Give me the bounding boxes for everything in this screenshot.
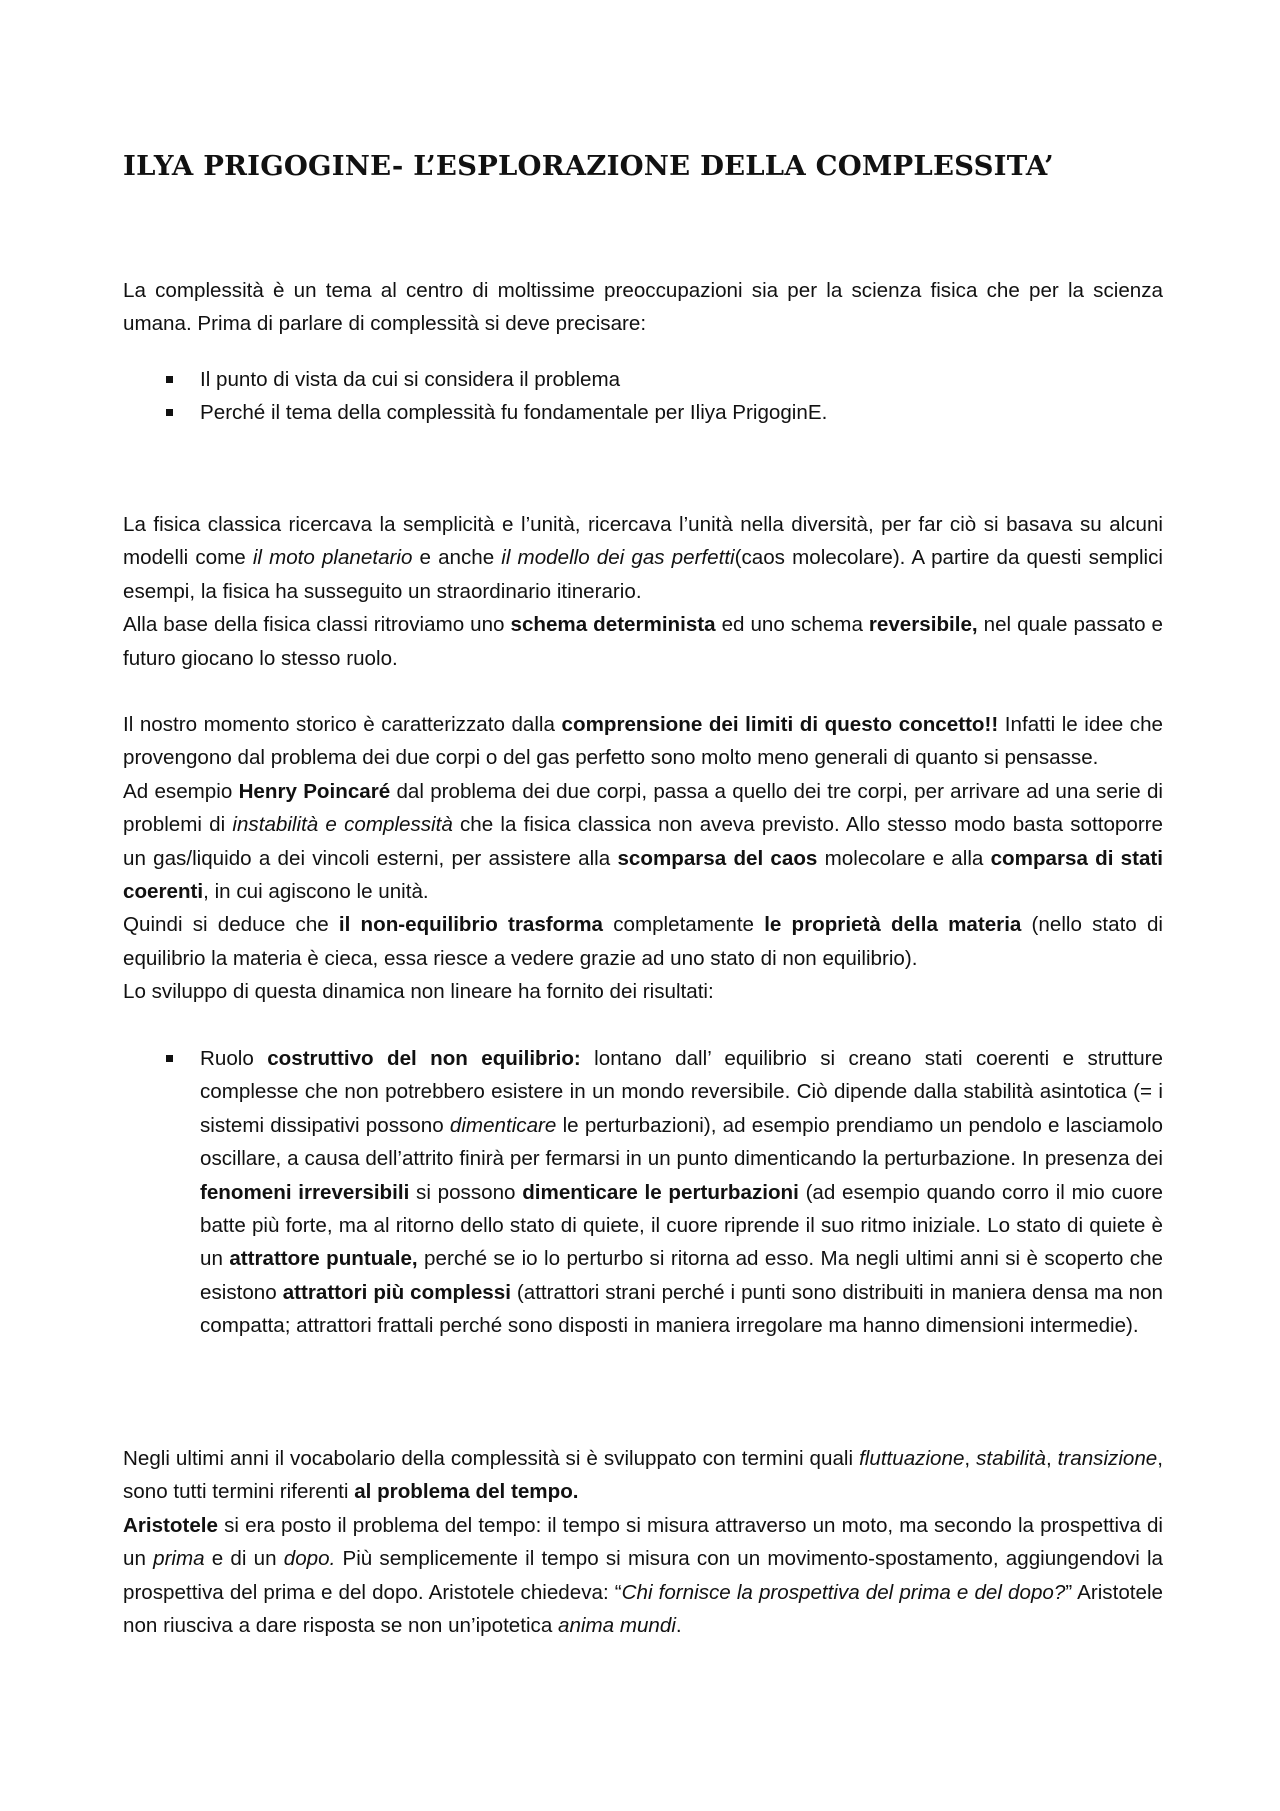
bold-run: schema determinista [510, 613, 716, 637]
text-run: , [964, 1447, 977, 1470]
italic-run: il modello dei gas perfetti [501, 546, 735, 570]
text-run: Più semplicemente il tempo si misura con un movimento-spostamento, aggiungendovi la prospettiva del prima e del dopo. Aristotele chiedeva: “ [123, 1547, 1163, 1604]
bold-run: comparsa di stati coerenti [123, 846, 1164, 904]
italic-run: Chi fornisce la prospettiva del prima e del dopo? [621, 1580, 1066, 1604]
text-run: ed uno schema [715, 613, 869, 637]
bold-run: costruttivo del non equilibrio: [267, 1047, 581, 1070]
text-run: , [1045, 1447, 1058, 1470]
intro-bullet-item: Perché il tema della complessità fu fondamentale per Iliya PrigoginE. [200, 396, 827, 429]
italic-run: il moto planetario [252, 546, 413, 570]
text-run: , sono tutti termini riferenti [123, 1447, 1163, 1504]
text-run: si possono [409, 1180, 523, 1204]
text-run: (caos molecolare). A partire da questi semplici esempi, la fisica ha susseguito un straordinario itinerario. [123, 546, 1163, 603]
text-run: Alla base della fisica classi ritroviamo uno [123, 613, 511, 637]
bold-run: comprensione dei limiti di questo concetto!! [561, 713, 999, 736]
text-run: . [675, 1614, 682, 1638]
bold-run: fenomeni irreversibili [200, 1180, 410, 1204]
historical-moment-paragraph [123, 708, 1163, 1009]
bold-run: scomparsa del caos [617, 846, 818, 870]
text-run: perché se io lo perturbo si ritorna ad esso. Ma negli ultimi anni si è scoperto che esistono [200, 1247, 1163, 1304]
bold-run: al problema del tempo. [354, 1480, 579, 1504]
text-run: completamente [603, 913, 765, 937]
text-run: Ad esempio [123, 779, 239, 803]
bold-run: attrattore puntuale, [229, 1247, 418, 1271]
bold-run: attrattori più complessi [282, 1280, 511, 1304]
classic-physics-paragraph [123, 508, 1163, 675]
text-run: le perturbazioni), ad esempio prendiamo un pendolo e lasciamolo oscillare, a causa dell’attrito finirà per fermarsi in un punto dimenticando la perturbazione. In presenza dei [200, 1113, 1164, 1171]
results-bullet-list [200, 1042, 1163, 1343]
bold-run: dimenticare le perturbazioni [522, 1180, 799, 1204]
bold-run: le proprietà della materia [764, 913, 1022, 937]
bold-run: Aristotele [123, 1513, 218, 1537]
text-run: nel quale passato e futuro giocano lo stesso ruolo. [123, 613, 1163, 670]
text-run: lontano dall’ equilibrio si creano stati coerenti e strutture complesse che non potrebbero esistere in un mondo reversibile. Ciò dipende dalla stabilità asintotica (= i sistemi dissipativi possono [200, 1047, 1163, 1137]
italic-run: instabilità e complessità [232, 813, 453, 837]
italic-run: prima [153, 1547, 205, 1571]
bold-run: reversibile, [868, 613, 978, 637]
text-run: (attrattori strani perché i punti sono distribuiti in maniera densa ma non compatta; attrattori frattali perché sono disposti in maniera irregolare ma hanno dimensioni intermedie). [200, 1280, 1163, 1338]
text-run: si era posto il problema del tempo: il tempo si misura attraverso un moto, ma secondo la prospettiva di un [123, 1513, 1163, 1571]
text-run: dal problema dei due corpi, passa a quello dei tre corpi, per arrivare ad una serie di problemi di [123, 779, 1163, 837]
text-run: che la fisica classica non aveva previsto. Allo stesso modo basta sottoporre un gas/liquido a dei vincoli esterni, per assistere alla [123, 813, 1163, 870]
intro-bullet-list [200, 363, 827, 430]
italic-run: dimenticare [449, 1113, 557, 1137]
italic-run: dopo. [283, 1547, 336, 1571]
intro-text: La complessità è un tema al centro di moltissime preoccupazioni sia per la scienza fisica che per la scienza umana. Prima di parlare di complessità si deve precisare: [123, 279, 1163, 336]
text-run: Infatti le idee che provengono dal problema dei due corpi o del gas perfetto sono molto meno generali di quanto si pensasse. [123, 713, 1164, 770]
text-run: , in cui agiscono le unità. [203, 880, 429, 904]
text-run: (nello stato di equilibrio la materia è cieca, essa riesce a vedere grazie ad uno stato di non equilibrio). [123, 913, 1163, 970]
text-run: molecolare e alla [817, 846, 991, 870]
results-bullet-item [200, 1042, 1163, 1343]
text-run: Il nostro momento storico è caratterizzato dalla [123, 713, 562, 736]
text-run: e di un [204, 1547, 284, 1571]
text-run: Quindi si deduce che [123, 913, 339, 937]
document-title: ILYA PRIGOGINE- L’ESPLORAZIONE DELLA COMPLESSITA’ [123, 150, 1054, 182]
text-run: e anche [412, 546, 502, 570]
time-problem-paragraph [123, 1442, 1163, 1642]
text-run: La fisica classica ricercava la semplicità e l’unità, ricercava l’unità nella diversità, per far ciò si basava su alcuni modelli come [123, 513, 1163, 570]
text-run: ” Aristotele non riusciva a dare risposta se non un’ipotetica [123, 1580, 1163, 1638]
bold-run: il non-equilibrio trasforma [338, 913, 604, 937]
italic-run: fluttuazione [859, 1447, 965, 1470]
italic-run: transizione [1057, 1447, 1158, 1470]
text-run: (ad esempio quando corro il mio cuore batte più forte, ma al ritorno dello stato di quiete, il cuore riprende il suo ritmo iniziale. Lo stato di quiete è un [200, 1180, 1163, 1271]
intro-paragraph [123, 274, 1163, 341]
intro-bullet-item: Il punto di vista da cui si considera il problema [200, 363, 827, 396]
italic-run: anima mundi [558, 1614, 676, 1638]
bold-run: Henry Poincaré [238, 779, 391, 803]
text-run: Negli ultimi anni il vocabolario della complessità si è sviluppato con termini quali [123, 1447, 860, 1470]
italic-run: stabilità [976, 1447, 1046, 1470]
text-run: Ruolo [200, 1047, 268, 1070]
text-run: Lo sviluppo di questa dinamica non lineare ha fornito dei risultati: [123, 980, 714, 1004]
